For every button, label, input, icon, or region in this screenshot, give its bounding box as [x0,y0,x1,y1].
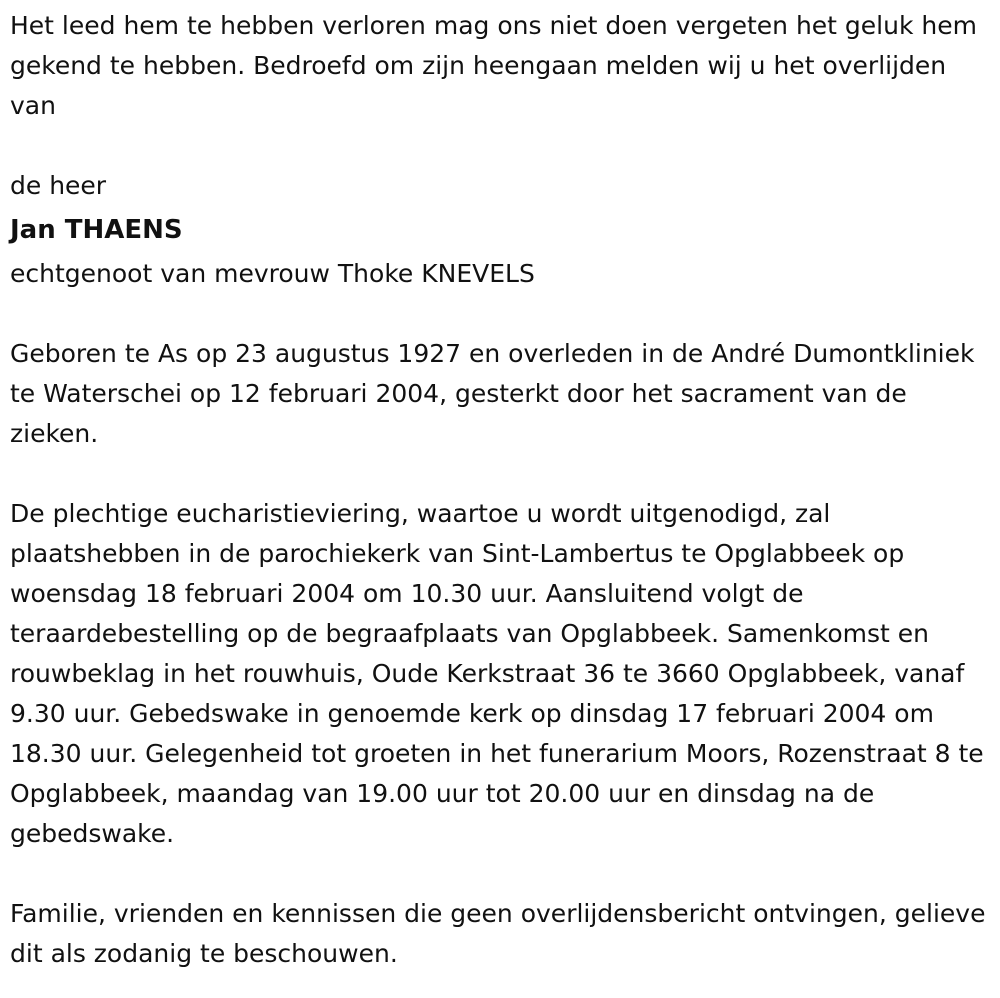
spacer [10,854,995,894]
intro-paragraph: Het leed hem te hebben verloren mag ons niet doen vergeten het geluk hem gekend te hebben. Bedroefd om zijn heengaan melden wij u het overlijden van [10,11,977,120]
ceremony-paragraph: De plechtige eucharistieviering, waartoe u wordt uitgenodigd, zal plaatshebben in de parochiekerk van Sint-Lambertus te Opglabbeek op woensdag 18 februari 2004 om 10.30 uur. Aansluitend volgt de teraardebestelling op de begraafplaats van Opglabbeek. Samenkomst en rouwbeklag in het rouwhuis, Oude Kerkstraat 36 te 3660 Opglabbeek, vanaf 9.30 uur. Gebedswake in genoemde kerk op dinsdag 17 februari 2004 om 18.30 uur. Gelegenheid tot groeten in het funerarium Moors, Rozenstraat 8 te Opglabbeek, maandag van 19.00 uur tot 20.00 uur en dinsdag na de gebedswake. [10,499,984,848]
deceased-name: Jan THAENS [10,215,183,245]
spouse-line: echtgenoot van mevrouw Thoke KNEVELS [10,259,535,288]
salutation: de heer [10,171,107,200]
closing-paragraph: Familie, vrienden en kennissen die geen overlijdensbericht ontvingen, gelieve dit als zodanig te beschouwen. [10,899,986,968]
spacer [10,294,995,334]
death-notice [10,6,995,974]
birth-death-paragraph: Geboren te As op 23 augustus 1927 en overleden in de André Dumontkliniek te Waterschei op 12 februari 2004, gesterkt door het sacrament van de zieken. [10,339,975,448]
spacer [10,126,995,166]
spacer [10,454,995,494]
